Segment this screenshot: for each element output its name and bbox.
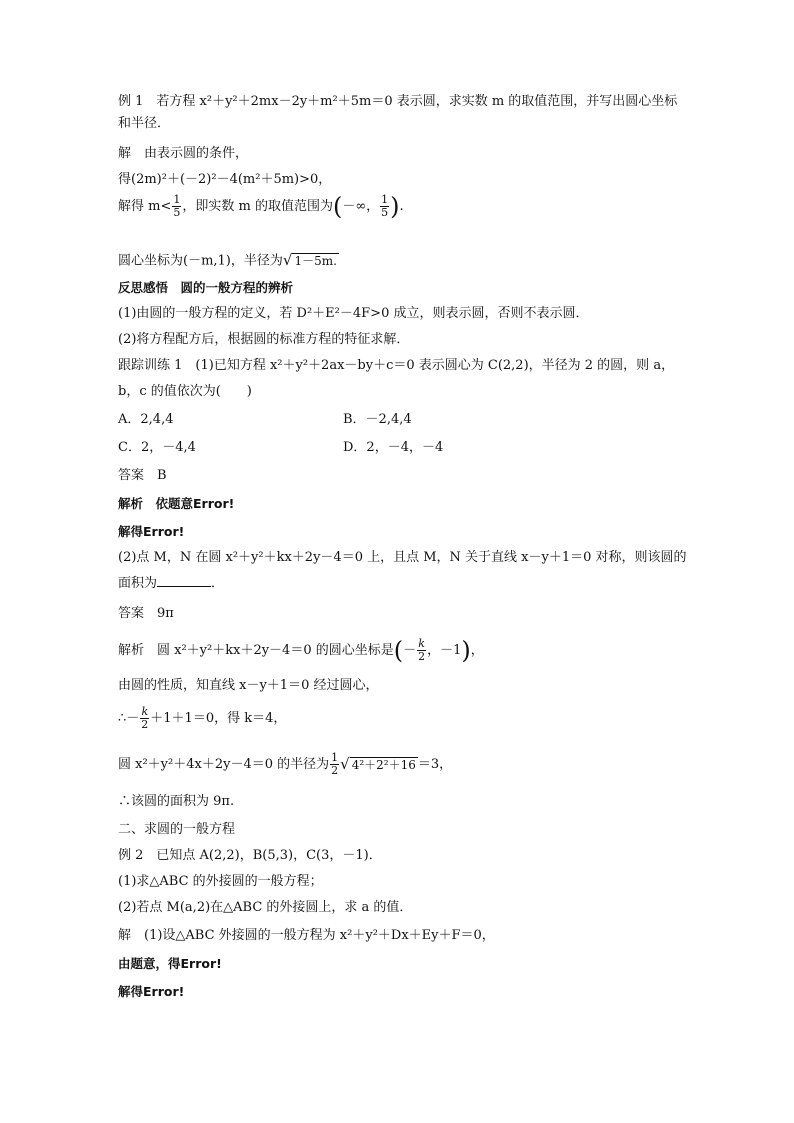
solve-1: 解得Error!: [118, 524, 185, 539]
example-1-line-1: 例 1 若方程 x²＋y²＋2mx－2y＋m²＋5m＝0 表示圆，求实数 m 的取值范围，并写出圆心坐标: [118, 94, 678, 109]
example-2-solve: 解得Error!: [118, 984, 185, 999]
fraction-one-half: $\frac{1}{2}$: [331, 751, 339, 777]
center-radius-line: [118, 250, 339, 272]
analysis-2-prefix: 解析 圆 x²＋y²＋kx＋2y－4＝0 的圆心坐标是: [118, 643, 394, 658]
range-prefix: 解得 m<: [118, 199, 172, 214]
area-conclusion: ∴该圆的面积为 9π.: [118, 794, 235, 809]
fraction-one-fifth: $\frac{1}{5}$: [173, 193, 181, 219]
option-d: D．2，－4，－4: [343, 440, 444, 455]
solution-range-line: 解得 m< $\frac{1}{5}$ ，即实数 m 的取值范围为(－∞， $\frac{1}{5}$ ).: [118, 192, 404, 221]
practice-1-part-2-line-2: 面积为 ．: [118, 576, 225, 591]
example-1-line-2: 和半径．: [118, 116, 171, 131]
solution-heading: 解 由表示圆的条件，: [118, 146, 249, 161]
answer-blank: [157, 574, 211, 587]
sqrt-radius: √ 1－5m.: [282, 251, 337, 269]
analysis-2-line: 解析 圆 x²＋y²＋kx＋2y－4＝0 的圆心坐标是(－ $\frac{k}{2}$ ，－1)，: [118, 636, 484, 665]
example-2-part-1: (1)求△ABC 的外接圆的一般方程；: [118, 874, 323, 889]
practice-1-part-2-line-1: (2)点 M，N 在圆 x²＋y²＋kx＋2y－4＝0 上，且点 M，N 关于直线 x－y＋1＝0 对称，则该圆的: [118, 550, 687, 565]
sqrt-radius-calc: √ 4²＋2²＋16: [340, 754, 416, 773]
analysis-1: 解析 依题意Error!: [118, 496, 235, 511]
example-2-line-1: 例 2 已知点 A(2,2)，B(5,3)，C(3，－1)．: [118, 848, 382, 863]
analysis-2-center: ，－1: [427, 643, 462, 658]
fraction-one-fifth-2: $\frac{1}{5}$: [381, 193, 389, 219]
circle-property-line: 由圆的性质，知直线 x－y＋1＝0 经过圆心，: [118, 678, 379, 693]
range-interval: －∞，: [342, 199, 380, 214]
practice-1-line-2: b，c 的值依次为( ): [118, 384, 252, 399]
example-2-given: 由题意，得Error!: [118, 956, 222, 971]
option-a: A．2,4,4: [118, 412, 174, 427]
example-2-solution: 解 (1)设△ABC 外接圆的一般方程为 x²＋y²＋Dx＋Ey＋F＝0，: [118, 928, 495, 943]
option-b: B．－2,4,4: [343, 412, 412, 427]
example-2-part-2: (2)若点 M(a,2)在△ABC 的外接圆上，求 a 的值．: [118, 900, 413, 915]
range-middle: ，即实数 m 的取值范围为: [182, 199, 333, 214]
answer-1: 答案 B: [118, 468, 167, 483]
section-heading-2: 二、求圆的一般方程: [118, 822, 236, 837]
therefore-k-line: ∴－ $\frac{k}{2}$ ＋1＋1＝0，得 k＝4，: [118, 705, 287, 731]
reflection-point-1: (1)由圆的一般方程的定义，若 D²＋E²－4F>0 成立，则表示圆，否则不表示圆．: [118, 306, 589, 321]
radius-calc-line: 圆 x²＋y²＋4x＋2y－4＝0 的半径为 $\frac{1}{2}$ √ 4²＋2²＋16 ＝3，: [118, 751, 453, 777]
reflection-point-2: (2)将方程配方后，根据圆的标准方程的特征求解．: [118, 332, 410, 347]
center-radius-prefix: 圆心坐标为(－m,1)，半径为: [118, 253, 283, 269]
reflection-heading: 反思感悟 圆的一般方程的辨析: [118, 280, 294, 295]
fraction-k-over-2-b: $\frac{k}{2}$: [141, 705, 149, 731]
answer-2: 答案 9π: [118, 606, 174, 621]
fraction-k-over-2: $\frac{k}{2}$: [418, 637, 426, 663]
condition-inequality: 得(2m)²＋(－2)²－4(m²＋5m)>0，: [118, 172, 332, 187]
practice-1-line-1: 跟踪训练 1 (1)已知方程 x²＋y²＋2ax－by＋c＝0 表示圆心为 C(2,2)，半径为 2 的圆，则 a，: [118, 358, 675, 373]
option-c: C．2，－4,4: [118, 440, 196, 455]
